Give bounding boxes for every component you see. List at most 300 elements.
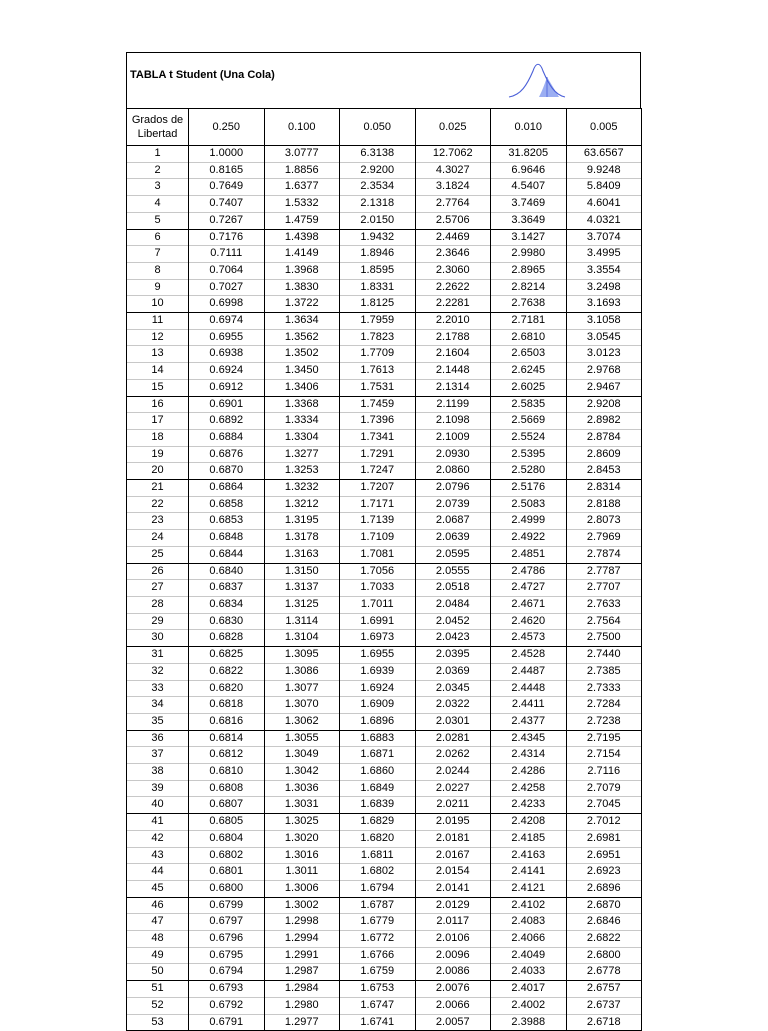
critical-value-cell: 0.6804 <box>189 830 265 847</box>
critical-value-cell: 2.0345 <box>415 680 491 697</box>
critical-value-cell: 1.4149 <box>264 246 340 263</box>
critical-value-cell: 0.6793 <box>189 981 265 998</box>
critical-value-cell: 1.3450 <box>264 363 340 380</box>
critical-value-cell: 2.0096 <box>415 947 491 964</box>
critical-value-cell: 2.6896 <box>566 880 642 897</box>
df-cell: 9 <box>127 279 189 296</box>
df-cell: 26 <box>127 563 189 580</box>
critical-value-cell: 2.7500 <box>566 630 642 647</box>
critical-value-cell: 2.4083 <box>491 914 567 931</box>
critical-value-cell: 1.6747 <box>340 997 416 1014</box>
table-row <box>127 363 642 380</box>
critical-value-cell: 1.3062 <box>264 713 340 730</box>
critical-value-cell: 2.4049 <box>491 947 567 964</box>
t-table-sheet <box>126 52 641 1031</box>
critical-value-cell: 2.3060 <box>415 262 491 279</box>
table-row <box>127 914 642 931</box>
critical-value-cell: 2.2622 <box>415 279 491 296</box>
critical-value-cell: 1.3722 <box>264 296 340 313</box>
critical-value-cell: 0.6864 <box>189 480 265 497</box>
critical-value-cell: 2.4033 <box>491 964 567 981</box>
critical-value-cell: 1.6772 <box>340 931 416 948</box>
critical-value-cell: 2.3534 <box>340 179 416 196</box>
critical-value-cell: 2.6846 <box>566 914 642 931</box>
table-row <box>127 847 642 864</box>
header-row <box>127 109 642 146</box>
critical-value-cell: 1.6811 <box>340 847 416 864</box>
df-cell: 3 <box>127 179 189 196</box>
critical-value-cell: 1.3150 <box>264 563 340 580</box>
df-cell: 53 <box>127 1014 189 1031</box>
table-row <box>127 429 642 446</box>
critical-value-cell: 2.0395 <box>415 647 491 664</box>
table-row <box>127 730 642 747</box>
critical-value-cell: 2.6025 <box>491 379 567 396</box>
critical-value-cell: 1.2977 <box>264 1014 340 1031</box>
critical-value-cell: 0.6837 <box>189 580 265 597</box>
df-cell: 32 <box>127 663 189 680</box>
critical-value-cell: 0.6825 <box>189 647 265 664</box>
critical-value-cell: 2.0555 <box>415 563 491 580</box>
critical-value-cell: 1.3020 <box>264 830 340 847</box>
t-student-table <box>126 108 642 1031</box>
critical-value-cell: 0.6797 <box>189 914 265 931</box>
df-cell: 14 <box>127 363 189 380</box>
table-row <box>127 814 642 831</box>
df-cell: 47 <box>127 914 189 931</box>
critical-value-cell: 2.0930 <box>415 446 491 463</box>
critical-value-cell: 2.0423 <box>415 630 491 647</box>
critical-value-cell: 0.6876 <box>189 446 265 463</box>
critical-value-cell: 2.8188 <box>566 496 642 513</box>
critical-value-cell: 1.3253 <box>264 463 340 480</box>
critical-value-cell: 0.6814 <box>189 730 265 747</box>
critical-value-cell: 0.6802 <box>189 847 265 864</box>
critical-value-cell: 2.5176 <box>491 480 567 497</box>
critical-value-cell: 2.7440 <box>566 647 642 664</box>
critical-value-cell: 0.6840 <box>189 563 265 580</box>
critical-value-cell: 0.6892 <box>189 413 265 430</box>
critical-value-cell: 3.0123 <box>566 346 642 363</box>
critical-value-cell: 2.4066 <box>491 931 567 948</box>
critical-value-cell: 0.6808 <box>189 780 265 797</box>
table-row <box>127 663 642 680</box>
critical-value-cell: 4.6041 <box>566 196 642 213</box>
critical-value-cell: 2.7181 <box>491 313 567 330</box>
critical-value-cell: 1.7171 <box>340 496 416 513</box>
critical-value-cell: 3.3649 <box>491 212 567 229</box>
critical-value-cell: 1.6871 <box>340 747 416 764</box>
df-cell: 25 <box>127 546 189 563</box>
critical-value-cell: 2.7385 <box>566 663 642 680</box>
table-row <box>127 931 642 948</box>
df-cell: 33 <box>127 680 189 697</box>
critical-value-cell: 2.9768 <box>566 363 642 380</box>
critical-value-cell: 1.6766 <box>340 947 416 964</box>
table-row <box>127 196 642 213</box>
critical-value-cell: 2.0687 <box>415 513 491 530</box>
critical-value-cell: 2.9200 <box>340 162 416 179</box>
critical-value-cell: 0.6924 <box>189 363 265 380</box>
critical-value-cell: 2.8784 <box>566 429 642 446</box>
critical-value-cell: 1.7081 <box>340 546 416 563</box>
critical-value-cell: 0.6848 <box>189 530 265 547</box>
critical-value-cell: 2.7284 <box>566 697 642 714</box>
critical-value-cell: 2.4469 <box>415 229 491 246</box>
critical-value-cell: 1.6759 <box>340 964 416 981</box>
critical-value-cell: 2.5669 <box>491 413 567 430</box>
df-cell: 44 <box>127 864 189 881</box>
df-cell: 11 <box>127 313 189 330</box>
critical-value-cell: 3.7469 <box>491 196 567 213</box>
alpha-header: 0.010 <box>491 109 567 146</box>
critical-value-cell: 1.3968 <box>264 262 340 279</box>
df-cell: 21 <box>127 480 189 497</box>
critical-value-cell: 2.0129 <box>415 897 491 914</box>
df-cell: 50 <box>127 964 189 981</box>
critical-value-cell: 2.0244 <box>415 764 491 781</box>
critical-value-cell: 1.3562 <box>264 329 340 346</box>
critical-value-cell: 0.6794 <box>189 964 265 981</box>
critical-value-cell: 2.8609 <box>566 446 642 463</box>
alpha-header: 0.100 <box>264 109 340 146</box>
table-row <box>127 697 642 714</box>
critical-value-cell: 2.4727 <box>491 580 567 597</box>
critical-value-cell: 2.6951 <box>566 847 642 864</box>
critical-value-cell: 1.8856 <box>264 162 340 179</box>
critical-value-cell: 0.6858 <box>189 496 265 513</box>
df-cell: 22 <box>127 496 189 513</box>
critical-value-cell: 1.6883 <box>340 730 416 747</box>
critical-value-cell: 1.6924 <box>340 680 416 697</box>
critical-value-cell: 2.7154 <box>566 747 642 764</box>
table-row <box>127 680 642 697</box>
critical-value-cell: 2.4345 <box>491 730 567 747</box>
critical-value-cell: 1.3042 <box>264 764 340 781</box>
df-cell: 39 <box>127 780 189 797</box>
critical-value-cell: 3.2498 <box>566 279 642 296</box>
critical-value-cell: 2.0117 <box>415 914 491 931</box>
df-cell: 30 <box>127 630 189 647</box>
critical-value-cell: 2.6778 <box>566 964 642 981</box>
critical-value-cell: 1.7291 <box>340 446 416 463</box>
table-row <box>127 496 642 513</box>
critical-value-cell: 2.7764 <box>415 196 491 213</box>
critical-value-cell: 2.7969 <box>566 530 642 547</box>
df-cell: 51 <box>127 981 189 998</box>
critical-value-cell: 2.0211 <box>415 797 491 814</box>
critical-value-cell: 2.0739 <box>415 496 491 513</box>
critical-value-cell: 1.2980 <box>264 997 340 1014</box>
table-row <box>127 413 642 430</box>
df-cell: 20 <box>127 463 189 480</box>
critical-value-cell: 1.7959 <box>340 313 416 330</box>
critical-value-cell: 1.4759 <box>264 212 340 229</box>
critical-value-cell: 1.3634 <box>264 313 340 330</box>
table-row <box>127 396 642 413</box>
critical-value-cell: 2.4002 <box>491 997 567 1014</box>
critical-value-cell: 2.6822 <box>566 931 642 948</box>
critical-value-cell: 0.7064 <box>189 262 265 279</box>
table-row <box>127 964 642 981</box>
critical-value-cell: 2.7195 <box>566 730 642 747</box>
critical-value-cell: 2.6810 <box>491 329 567 346</box>
table-row <box>127 563 642 580</box>
table-row <box>127 764 642 781</box>
critical-value-cell: 2.4620 <box>491 613 567 630</box>
critical-value-cell: 2.8965 <box>491 262 567 279</box>
critical-value-cell: 2.6757 <box>566 981 642 998</box>
critical-value-cell: 63.6567 <box>566 146 642 163</box>
critical-value-cell: 1.7109 <box>340 530 416 547</box>
critical-value-cell: 2.4258 <box>491 780 567 797</box>
critical-value-cell: 4.5407 <box>491 179 567 196</box>
critical-value-cell: 3.4995 <box>566 246 642 263</box>
table-row <box>127 596 642 613</box>
table-row <box>127 613 642 630</box>
critical-value-cell: 2.7079 <box>566 780 642 797</box>
critical-value-cell: 2.0452 <box>415 613 491 630</box>
critical-value-cell: 1.6839 <box>340 797 416 814</box>
critical-value-cell: 1.3114 <box>264 613 340 630</box>
critical-value-cell: 1.2987 <box>264 964 340 981</box>
critical-value-cell: 2.5280 <box>491 463 567 480</box>
critical-value-cell: 1.3137 <box>264 580 340 597</box>
critical-value-cell: 2.0106 <box>415 931 491 948</box>
critical-value-cell: 2.4286 <box>491 764 567 781</box>
df-cell: 19 <box>127 446 189 463</box>
table-title: TABLA t Student (Una Cola) <box>130 69 275 81</box>
df-cell: 1 <box>127 146 189 163</box>
critical-value-cell: 2.1098 <box>415 413 491 430</box>
critical-value-cell: 6.9646 <box>491 162 567 179</box>
table-row <box>127 630 642 647</box>
critical-value-cell: 3.1824 <box>415 179 491 196</box>
critical-value-cell: 0.7649 <box>189 179 265 196</box>
critical-value-cell: 2.0181 <box>415 830 491 847</box>
df-cell: 27 <box>127 580 189 597</box>
alpha-header: 0.005 <box>566 109 642 146</box>
df-cell: 48 <box>127 931 189 948</box>
critical-value-cell: 1.6939 <box>340 663 416 680</box>
critical-value-cell: 2.4448 <box>491 680 567 697</box>
critical-value-cell: 2.0141 <box>415 880 491 897</box>
critical-value-cell: 1.3006 <box>264 880 340 897</box>
df-cell: 41 <box>127 814 189 831</box>
critical-value-cell: 0.7267 <box>189 212 265 229</box>
table-row <box>127 296 642 313</box>
critical-value-cell: 0.6791 <box>189 1014 265 1031</box>
critical-value-cell: 2.8453 <box>566 463 642 480</box>
critical-value-cell: 2.0639 <box>415 530 491 547</box>
critical-value-cell: 2.6737 <box>566 997 642 1014</box>
critical-value-cell: 1.7531 <box>340 379 416 396</box>
critical-value-cell: 3.7074 <box>566 229 642 246</box>
table-row <box>127 179 642 196</box>
df-cell: 38 <box>127 764 189 781</box>
critical-value-cell: 1.6991 <box>340 613 416 630</box>
critical-value-cell: 0.6844 <box>189 546 265 563</box>
critical-value-cell: 2.4017 <box>491 981 567 998</box>
critical-value-cell: 1.7207 <box>340 480 416 497</box>
critical-value-cell: 2.1314 <box>415 379 491 396</box>
critical-value-cell: 0.6901 <box>189 396 265 413</box>
critical-value-cell: 0.6796 <box>189 931 265 948</box>
critical-value-cell: 0.6800 <box>189 880 265 897</box>
critical-value-cell: 2.0484 <box>415 596 491 613</box>
critical-value-cell: 2.8073 <box>566 513 642 530</box>
df-cell: 13 <box>127 346 189 363</box>
table-row <box>127 446 642 463</box>
critical-value-cell: 1.2994 <box>264 931 340 948</box>
critical-value-cell: 1.6820 <box>340 830 416 847</box>
df-cell: 46 <box>127 897 189 914</box>
critical-value-cell: 0.6818 <box>189 697 265 714</box>
critical-value-cell: 1.3163 <box>264 546 340 563</box>
critical-value-cell: 2.4999 <box>491 513 567 530</box>
critical-value-cell: 1.6802 <box>340 864 416 881</box>
critical-value-cell: 0.6795 <box>189 947 265 964</box>
critical-value-cell: 1.6860 <box>340 764 416 781</box>
critical-value-cell: 1.3104 <box>264 630 340 647</box>
df-cell: 31 <box>127 647 189 664</box>
critical-value-cell: 2.0195 <box>415 814 491 831</box>
table-row <box>127 897 642 914</box>
table-row <box>127 713 642 730</box>
df-cell: 10 <box>127 296 189 313</box>
df-cell: 5 <box>127 212 189 229</box>
critical-value-cell: 2.7787 <box>566 563 642 580</box>
critical-value-cell: 1.8946 <box>340 246 416 263</box>
critical-value-cell: 2.4233 <box>491 797 567 814</box>
critical-value-cell: 1.3125 <box>264 596 340 613</box>
critical-value-cell: 1.7613 <box>340 363 416 380</box>
table-row <box>127 513 642 530</box>
critical-value-cell: 1.6787 <box>340 897 416 914</box>
critical-value-cell: 2.4314 <box>491 747 567 764</box>
table-row <box>127 463 642 480</box>
critical-value-cell: 1.6794 <box>340 880 416 897</box>
critical-value-cell: 0.7027 <box>189 279 265 296</box>
critical-value-cell: 1.7396 <box>340 413 416 430</box>
critical-value-cell: 2.0154 <box>415 864 491 881</box>
critical-value-cell: 2.4671 <box>491 596 567 613</box>
table-row <box>127 1014 642 1031</box>
critical-value-cell: 1.3055 <box>264 730 340 747</box>
critical-value-cell: 0.6912 <box>189 379 265 396</box>
critical-value-cell: 2.5524 <box>491 429 567 446</box>
critical-value-cell: 2.4528 <box>491 647 567 664</box>
table-row <box>127 997 642 1014</box>
critical-value-cell: 4.3027 <box>415 162 491 179</box>
critical-value-cell: 2.0518 <box>415 580 491 597</box>
critical-value-cell: 1.3212 <box>264 496 340 513</box>
critical-value-cell: 1.3830 <box>264 279 340 296</box>
critical-value-cell: 1.3086 <box>264 663 340 680</box>
critical-value-cell: 1.3178 <box>264 530 340 547</box>
table-body <box>127 146 642 1031</box>
df-cell: 36 <box>127 730 189 747</box>
t-distribution-curve-icon <box>507 59 567 103</box>
critical-value-cell: 2.2281 <box>415 296 491 313</box>
critical-value-cell: 2.5395 <box>491 446 567 463</box>
df-cell: 2 <box>127 162 189 179</box>
critical-value-cell: 1.9432 <box>340 229 416 246</box>
critical-value-cell: 1.3036 <box>264 780 340 797</box>
alpha-header: 0.250 <box>189 109 265 146</box>
critical-value-cell: 3.0545 <box>566 329 642 346</box>
critical-value-cell: 2.8982 <box>566 413 642 430</box>
df-cell: 12 <box>127 329 189 346</box>
critical-value-cell: 6.3138 <box>340 146 416 163</box>
critical-value-cell: 2.4922 <box>491 530 567 547</box>
critical-value-cell: 1.7709 <box>340 346 416 363</box>
critical-value-cell: 2.4141 <box>491 864 567 881</box>
critical-value-cell: 2.4411 <box>491 697 567 714</box>
critical-value-cell: 31.8205 <box>491 146 567 163</box>
critical-value-cell: 1.6753 <box>340 981 416 998</box>
critical-value-cell: 2.4377 <box>491 713 567 730</box>
df-cell: 52 <box>127 997 189 1014</box>
critical-value-cell: 2.0860 <box>415 463 491 480</box>
df-cell: 34 <box>127 697 189 714</box>
critical-value-cell: 2.0281 <box>415 730 491 747</box>
critical-value-cell: 1.3025 <box>264 814 340 831</box>
critical-value-cell: 2.1448 <box>415 363 491 380</box>
critical-value-cell: 2.4851 <box>491 546 567 563</box>
table-row <box>127 880 642 897</box>
critical-value-cell: 1.6779 <box>340 914 416 931</box>
critical-value-cell: 2.1788 <box>415 329 491 346</box>
critical-value-cell: 2.1009 <box>415 429 491 446</box>
critical-value-cell: 1.8595 <box>340 262 416 279</box>
critical-value-cell: 1.5332 <box>264 196 340 213</box>
critical-value-cell: 2.6503 <box>491 346 567 363</box>
critical-value-cell: 1.2991 <box>264 947 340 964</box>
critical-value-cell: 2.9467 <box>566 379 642 396</box>
critical-value-cell: 2.0227 <box>415 780 491 797</box>
critical-value-cell: 2.5083 <box>491 496 567 513</box>
critical-value-cell: 2.6800 <box>566 947 642 964</box>
critical-value-cell: 1.3070 <box>264 697 340 714</box>
critical-value-cell: 3.0777 <box>264 146 340 163</box>
alpha-header: 0.025 <box>415 109 491 146</box>
table-row <box>127 480 642 497</box>
title-box <box>126 52 641 108</box>
df-header: Grados de Libertad <box>127 109 189 146</box>
critical-value-cell: 0.6792 <box>189 997 265 1014</box>
df-cell: 18 <box>127 429 189 446</box>
df-cell: 28 <box>127 596 189 613</box>
critical-value-cell: 1.8125 <box>340 296 416 313</box>
critical-value-cell: 1.7823 <box>340 329 416 346</box>
critical-value-cell: 1.4398 <box>264 229 340 246</box>
critical-value-cell: 1.7056 <box>340 563 416 580</box>
critical-value-cell: 0.6830 <box>189 613 265 630</box>
critical-value-cell: 1.6377 <box>264 179 340 196</box>
critical-value-cell: 1.2984 <box>264 981 340 998</box>
table-row <box>127 780 642 797</box>
df-cell: 17 <box>127 413 189 430</box>
critical-value-cell: 1.3406 <box>264 379 340 396</box>
critical-value-cell: 2.0262 <box>415 747 491 764</box>
critical-value-cell: 2.0086 <box>415 964 491 981</box>
critical-value-cell: 2.0066 <box>415 997 491 1014</box>
table-row <box>127 580 642 597</box>
critical-value-cell: 1.3195 <box>264 513 340 530</box>
critical-value-cell: 2.6245 <box>491 363 567 380</box>
critical-value-cell: 3.1058 <box>566 313 642 330</box>
